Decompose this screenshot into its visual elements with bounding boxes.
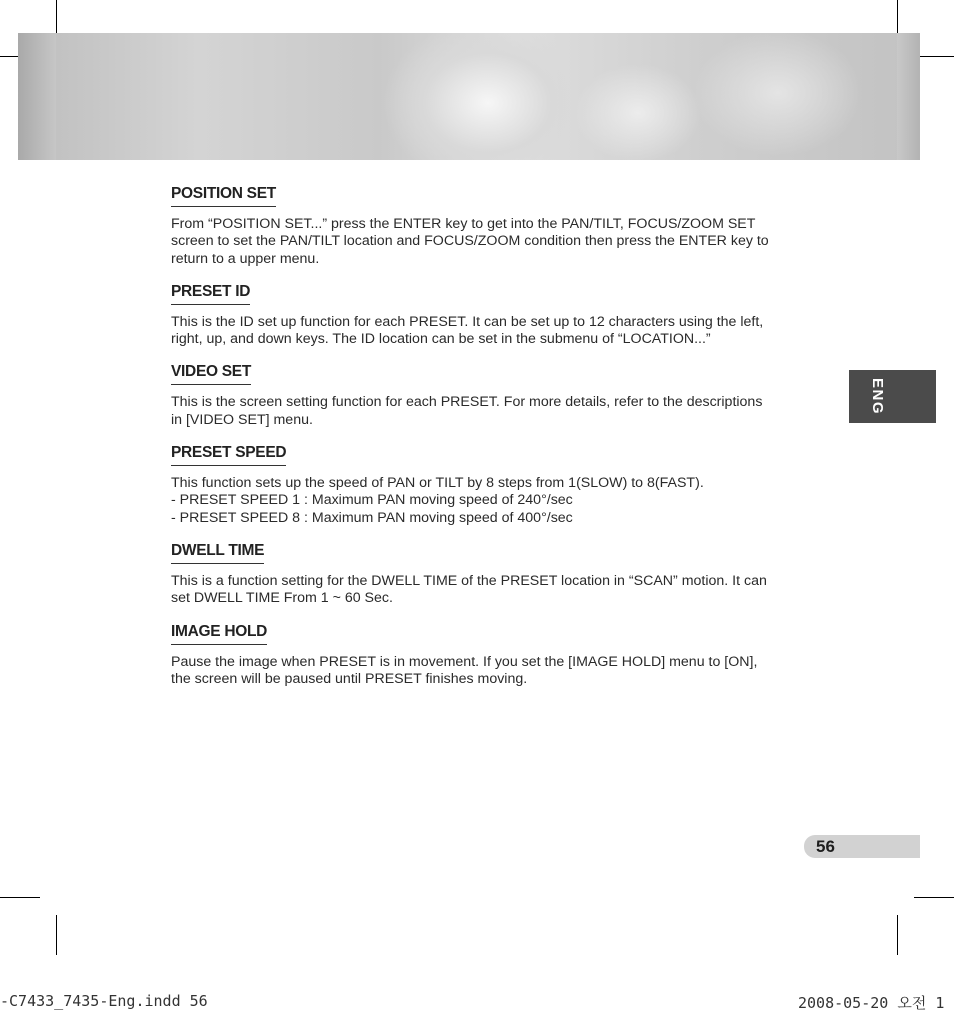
section-video-set — [171, 363, 826, 429]
body-line: - PRESET SPEED 8 : Maximum PAN moving speed of 400°/sec — [171, 509, 573, 526]
body-line: This is the ID set up function for each PRESET. It can be set up to 12 characters using the left, — [171, 313, 764, 330]
section-body — [171, 573, 826, 608]
section-body — [171, 216, 826, 268]
language-tab-label: ENG — [869, 378, 886, 416]
section-body — [171, 394, 826, 429]
section-dwell-time — [171, 542, 826, 608]
section-body — [171, 475, 826, 527]
body-line: the screen will be paused until PRESET finishes moving. — [171, 670, 528, 687]
crop-mark — [914, 897, 954, 898]
banner-right-strip — [897, 33, 920, 160]
footer-date: 2008-05-20 오전 1 — [798, 994, 945, 1012]
body-line: This is a function setting for the DWELL TIME of the PRESET location in “SCAN” motion. It can — [171, 572, 767, 589]
header-banner-image — [18, 33, 920, 160]
body-line: From “POSITION SET...” press the ENTER key to get into the PAN/TILT, FOCUS/ZOOM SET — [171, 216, 756, 232]
crop-mark — [897, 915, 898, 955]
body-line: return to a upper menu. — [171, 250, 320, 267]
section-heading: POSITION SET — [171, 185, 276, 207]
body-line: Pause the image when PRESET is in movement. If you set the [IMAGE HOLD] menu to [ON], — [171, 653, 758, 670]
body-line: screen to set the PAN/TILT location and FOCUS/ZOOM condition then press the ENTER key to — [171, 233, 769, 250]
crop-mark — [0, 897, 40, 898]
page-content — [171, 185, 826, 703]
body-line: This is the screen setting function for each PRESET. For more details, refer to the descriptions — [171, 394, 763, 411]
section-heading: IMAGE HOLD — [171, 623, 267, 645]
section-heading: VIDEO SET — [171, 363, 251, 385]
section-heading: PRESET SPEED — [171, 444, 286, 466]
body-line: in [VIDEO SET] menu. — [171, 411, 313, 428]
body-line: right, up, and down keys. The ID location can be set in the submenu of “LOCATION...” — [171, 331, 711, 348]
crop-mark — [56, 915, 57, 955]
language-tab — [849, 370, 936, 423]
section-heading: PRESET ID — [171, 283, 250, 305]
body-line: - PRESET SPEED 1 : Maximum PAN moving speed of 240°/sec — [171, 492, 573, 509]
page-number: 56 — [816, 837, 835, 856]
section-body — [171, 654, 826, 689]
page-number-box — [804, 835, 920, 858]
section-body — [171, 314, 826, 349]
footer-file-info: -C7433_7435-Eng.indd 56 — [0, 992, 208, 1010]
banner-left-strip — [18, 33, 56, 160]
body-line: This function sets up the speed of PAN or TILT by 8 steps from 1(SLOW) to 8(FAST). — [171, 475, 704, 492]
section-position-set — [171, 185, 826, 268]
section-preset-id — [171, 283, 826, 349]
body-line: set DWELL TIME From 1 ~ 60 Sec. — [171, 590, 393, 607]
crop-mark — [914, 56, 954, 57]
section-preset-speed — [171, 444, 826, 527]
section-heading: DWELL TIME — [171, 542, 264, 564]
section-image-hold — [171, 623, 826, 689]
